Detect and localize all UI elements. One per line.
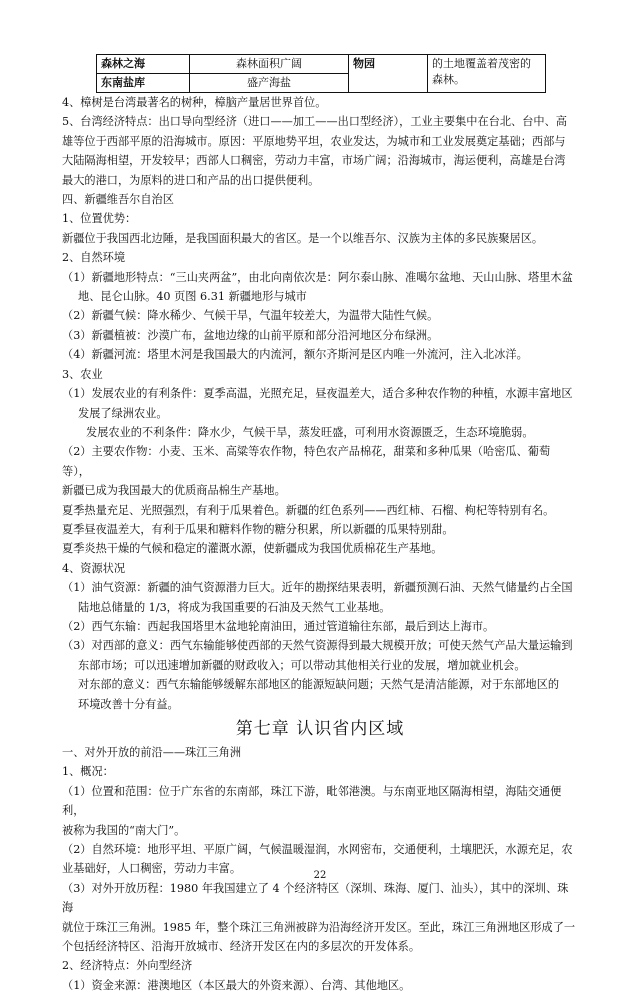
- text-line: 地、昆仑山脉。40 页图 6.31 新疆地形与城市: [78, 290, 307, 304]
- text-line: 被称为我国的“南大门”。: [62, 823, 186, 837]
- text-line: 雄等位于西部平原的沿海城市。原因：平原地势平坦，农业发达，为城市和工业发展奠定基础；西部与: [62, 134, 566, 148]
- text-line: 对东部的意义：西气东输能够缓解东部地区的能源短缺问题；天然气是清洁能源，对于东部地区的: [78, 678, 560, 692]
- subheading: 4、资源状况: [62, 561, 126, 575]
- subheading: 1、概况：: [62, 765, 114, 779]
- subheading: 2、自然环境: [62, 251, 126, 265]
- text-line: 发展农业的不利条件：降水少，气候干旱，蒸发旺盛，可利用水资源匮乏，生态环境脆弱。: [86, 425, 534, 439]
- text-line: 环境改善十分有益。: [78, 697, 179, 711]
- text-line: 新疆位于我国西北边陲，是我国面积最大的省区。是一个以维吾尔、汉族为主体的多民族聚居区。: [62, 231, 544, 245]
- feature-table: [96, 54, 546, 93]
- text-line: 陆地总储量的 1/3，将成为我国重要的石油及天然气工业基地。: [78, 600, 391, 614]
- text-line: （3）对外开放历程：1980 年我国建立了 4 个经济特区（深圳、珠海、厦门、汕头），其中的深圳、珠海: [62, 881, 569, 915]
- section-heading: 一、对外开放的前沿——珠江三角洲: [62, 746, 242, 759]
- text-line: 大陆隔海相望，开发较早；西部人口稠密，劳动力丰富，市场广阔；沿海城市，海运便利，高雄是台湾: [62, 154, 566, 168]
- text-line: （1）油气资源：新疆的油气资源潜力巨大。近年的勘探结果表明，新疆预测石油、天然气储量约占全国: [62, 581, 573, 595]
- text-line: （2）自然环境：地形平坦、平原广阔，气候温暖湿润，水网密布，交通便利，土壤肥沃，水源充足，农: [62, 843, 573, 857]
- text-line: （4）新疆河流：塔里木河是我国最大的内流河，额尔齐斯河是区内唯一外流河，注入北冰洋。: [62, 348, 528, 362]
- table-row: [97, 55, 546, 74]
- text-line: （1）位置和范围：位于广东省的东南部，珠江下游，毗邻港澳。与东南亚地区隔海相望，海陆交通便利，: [62, 784, 562, 818]
- text-line: 夏季昼夜温差大，有利于瓜果和糖料作物的糖分积累，所以新疆的瓜果特别甜。: [62, 522, 454, 536]
- body-text: [62, 93, 578, 995]
- text-line: 东部市场；可以迅速增加新疆的财政收入；可以带动其他相关行业的发展，增加就业机会。: [78, 658, 526, 672]
- text-line: （2）主要农作物：小麦、玉米、高粱等农作物，特色农产品棉花，甜菜和多种瓜果（哈密瓜、葡萄等），: [62, 445, 551, 478]
- text-line: （2）西气东输：西起我国塔里木盆地轮南油田，通过管道输往东部，最后到达上海市。: [62, 619, 495, 633]
- subheading: 2、经济特点：外向型经济: [62, 959, 193, 973]
- text-line: 业基础好，人口稠密，劳动力丰富。: [62, 862, 242, 876]
- table-cell: 森林面积广阔: [190, 55, 349, 74]
- table-cell: 物园: [349, 55, 428, 93]
- text-line: 5、台湾经济特点：出口导向型经济（进口——加工——出口型经济），工业主要集中在台北、台中、高: [62, 115, 567, 129]
- subheading: 3、农业: [62, 367, 103, 381]
- page-number: 22: [313, 870, 327, 881]
- text-line: （1）发展农业的有利条件：夏季高温，光照充足，昼夜温差大，适合多种农作物的种植，水源丰富地区: [62, 387, 573, 401]
- text-line: 新疆已成为我国最大的优质商品棉生产基地。: [62, 484, 286, 498]
- text-line: 最大的港口，为原料的进口和产品的出口提供便利。: [62, 173, 320, 187]
- text-line: （1）资金来源：港澳地区（本区最大的外资来源）、台湾、其他地区。: [62, 978, 411, 992]
- text-line: （3）新疆植被：沙漠广布，盆地边缘的山前平原和部分沿河地区分布绿洲。: [62, 328, 439, 342]
- text-line: 就位于珠江三角洲。1985 年，整个珠江三角洲被辟为沿海经济开发区。至此，珠江三角洲地区形成了一: [62, 920, 576, 934]
- table-cell: 盛产海盐: [190, 74, 349, 93]
- table-cell: 东南盐库: [97, 74, 190, 93]
- text-line: （2）新疆气候：降水稀少、气候干旱，气温年较差大，为温带大陆性气候。: [62, 309, 439, 323]
- chapter-title: 第七章 认识省内区域: [235, 719, 405, 739]
- text-line: 4、樟树是台湾最著名的树种，樟脑产量居世界首位。: [62, 96, 327, 109]
- table-cell: 的土地覆盖着茂密的森林。: [428, 55, 546, 93]
- text-line: 夏季热量充足、光照强烈，有利于瓜果着色。新疆的红色系列——西红柿、石榴、枸杞等特别有名。: [62, 503, 555, 517]
- section-heading: 四、新疆维吾尔自治区: [62, 193, 174, 207]
- subheading: 1、位置优势：: [62, 212, 137, 226]
- table-cell: 森林之海: [97, 55, 190, 74]
- text-line: 个包括经济特区、沿海开放城市、经济开发区在内的多层次的开发体系。: [62, 940, 421, 954]
- text-line: 夏季炎热干燥的气候和稳定的灌溉水源，使新疆成为我国优质棉花生产基地。: [62, 542, 443, 556]
- text-line: 发展了绿洲农业。: [78, 406, 168, 420]
- text-line: （1）新疆地形特点：“三山夹两盆”，由北向南依次是：阿尔泰山脉、准噶尔盆地、天山山脉、塔里木盆: [62, 270, 573, 284]
- text-line: （3）对西部的意义：西气东输能够使西部的天然气资源得到最大规模开放；可使天然气产品大量运输到: [62, 639, 573, 653]
